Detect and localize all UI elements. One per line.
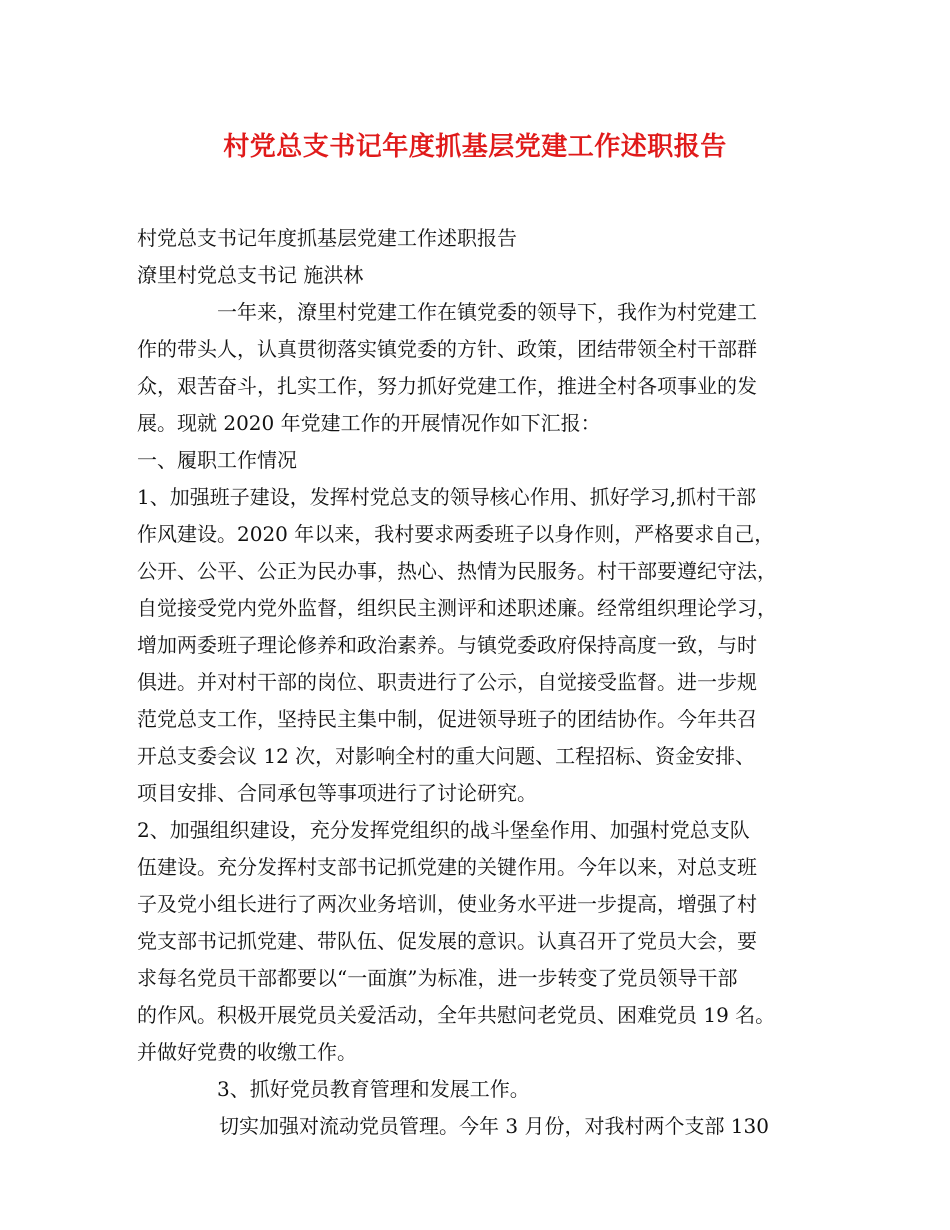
paragraph-line: 伍建设。充分发挥村支部书记抓党建的关键作用。今年以来，对总支班 <box>137 855 757 879</box>
paragraph-line: 的作风。积极开展党员关爱活动，全年共慰问老党员、困难党员 19 名。 <box>137 1003 776 1027</box>
paragraph-line: 俱进。并对村干部的岗位、职责进行了公示，自觉接受监督。进一步规 <box>137 670 757 694</box>
paragraph-line: 自觉接受党内党外监督，组织民主测评和述职述廉。经常组织理论学习， <box>137 596 777 620</box>
paragraph-line: 开总支委会议 12 次，对影响全村的重大问题、工程招标、资金安排、 <box>137 744 756 768</box>
paragraph-line: 一年来，潦里村党建工作在镇党委的领导下，我作为村党建工 <box>217 300 757 324</box>
paragraph-line: 公开、公平、公正为民办事，热心、热情为民服务。村干部要遵纪守法， <box>137 559 777 583</box>
section-heading: 3、抓好党员教育管理和发展工作。 <box>217 1077 530 1101</box>
author-line: 潦里村党总支书记 施洪林 <box>137 263 364 287</box>
paragraph-line: 切实加强对流动党员管理。今年 3 月份，对我村两个支部 130 <box>219 1114 769 1138</box>
paragraph-line: 项目安排、合同承包等事项进行了讨论研究。 <box>137 781 537 805</box>
paragraph-line: 作的带头人，认真贯彻落实镇党委的方针、政策，团结带领全村干部群 <box>137 337 757 361</box>
document-title: 村党总支书记年度抓基层党建工作述职报告 <box>223 132 727 162</box>
paragraph-line: 党支部书记抓党建、带队伍、促发展的意识。认真召开了党员大会，要 <box>137 929 757 953</box>
paragraph-line: 作风建设。2020 年以来，我村要求两委班子以身作则，严格要求自己， <box>137 522 775 546</box>
paragraph-line: 展。现就 2020 年党建工作的开展情况作如下汇报： <box>137 411 601 435</box>
document-body <box>137 220 827 1145</box>
paragraph-line: 求每名党员干部都要以“一面旗”为标准，进一步转变了党员领导干部 <box>137 966 738 990</box>
paragraph-line: 1、加强班子建设，发挥村党总支的领导核心作用、抓好学习,抓村干部 <box>137 485 757 509</box>
paragraph-line: 众，艰苦奋斗，扎实工作，努力抓好党建工作，推进全村各项事业的发 <box>137 374 757 398</box>
paragraph-line: 增加两委班子理论修养和政治素养。与镇党委政府保持高度一致，与时 <box>137 633 757 657</box>
paragraph-line: 范党总支工作，坚持民主集中制，促进领导班子的团结协作。今年共召 <box>137 707 757 731</box>
paragraph-line: 子及党小组长进行了两次业务培训，使业务水平进一步提高，增强了村 <box>137 892 757 916</box>
section-heading: 一、履职工作情况 <box>137 448 297 472</box>
paragraph-line: 2、加强组织建设，充分发挥党组织的战斗堡垒作用、加强村党总支队 <box>137 818 750 842</box>
paragraph-line: 并做好党费的收缴工作。 <box>137 1040 357 1064</box>
subtitle-line: 村党总支书记年度抓基层党建工作述职报告 <box>137 226 517 250</box>
